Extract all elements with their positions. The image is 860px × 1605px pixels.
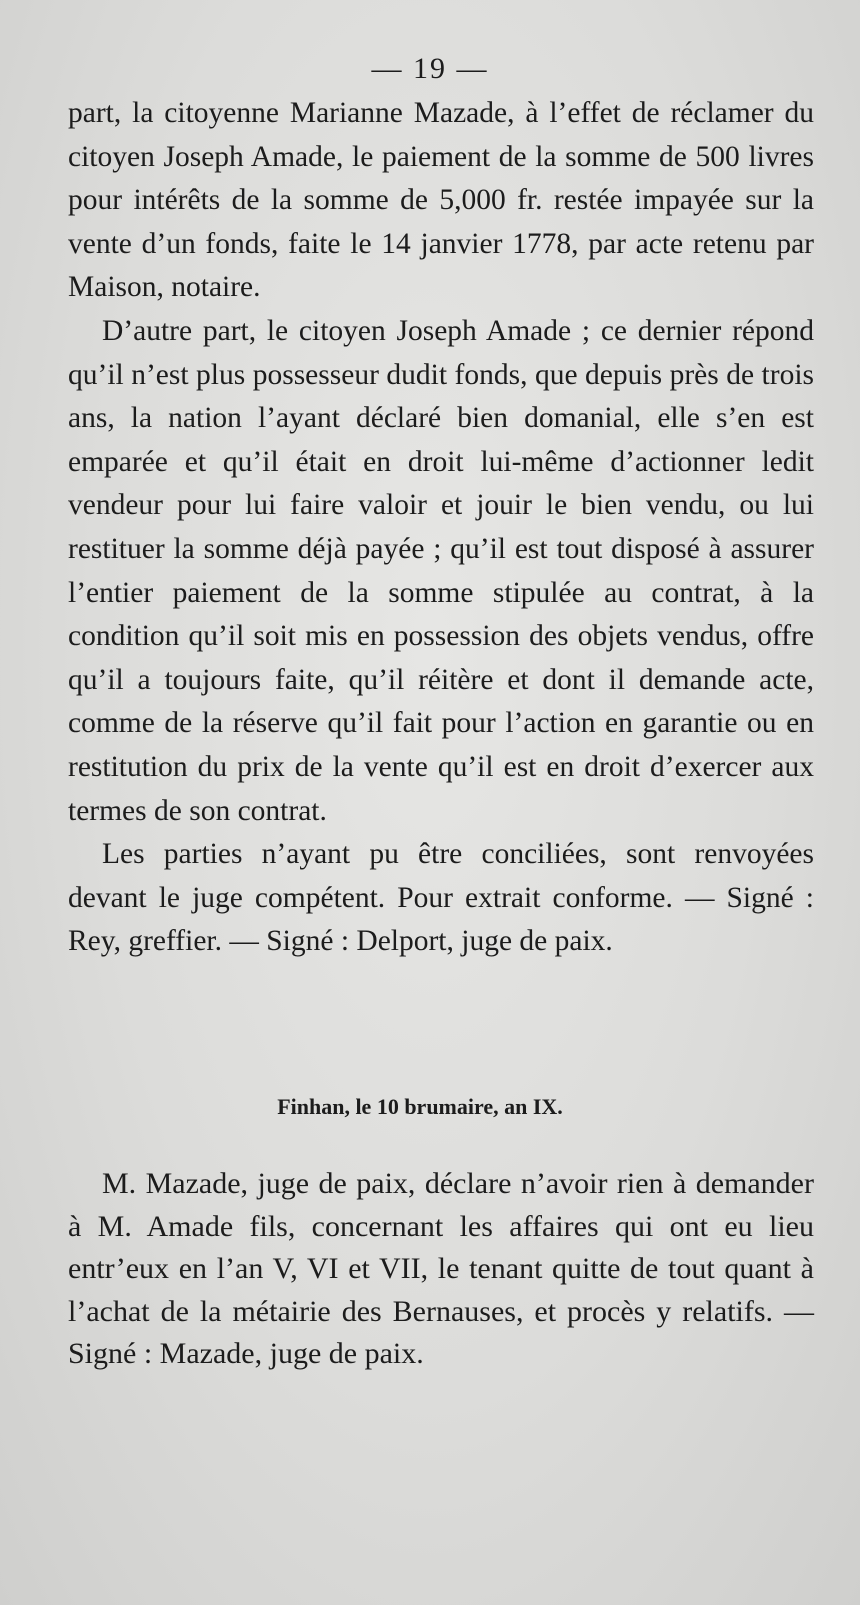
closing-text [68, 1163, 814, 1376]
paragraph-closing: M. Mazade, juge de paix, déclare n’avoir rien à demander à M. Amade fils, concernant les affaires qui ont eu lieu entr’eux en l’an V, VI et VII, le tenant quitte de tout quant à l’achat de la métairie des Bernauses, et procès y relatifs. — Signé : Mazade, juge de paix. [68, 1167, 814, 1370]
paragraph-response: D’autre part, le citoyen Joseph Amade ; ce dernier répond qu’il n’est plus possesseur dudit fonds, que depuis près de trois ans, la nation l’ayant déclaré bien domanial, elle s’en est emparée et qu’il était en droit lui-même d’actionner ledit vendeur pour lui faire valoir et jouir le bien vendu, ou lui restituer la somme déjà payée ; qu’il est tout disposé à assurer l’entier paiement de la somme stipulée au contrat, à la condition qu’il soit mis en possession des objets vendus, offre qu’il a toujours faite, qu’il réitère et dont il demande acte, comme de la réserve qu’il fait pour l’action en garantie ou en restitution du prix de la vente qu’il est en droit d’exercer aux termes de son contrat. [68, 314, 814, 827]
paragraph-claim: part, la citoyenne Marianne Mazade, à l’effet de réclamer du citoyen Joseph Amade, le paiement de la somme de 500 livres pour intérêts de la somme de 5,000 fr. restée impayée sur la vente d’un fonds, faite le 14 janvier 1778, par acte retenu par Maison, notaire. [68, 97, 814, 304]
main-text [68, 92, 814, 964]
page-number: — 19 — [371, 52, 489, 85]
dateline: Finhan, le 10 brumaire, an IX. [277, 1094, 563, 1119]
paragraph-conclusion: Les parties n’ayant pu être conciliées, sont renvoyées devant le juge compétent. Pour extrait conforme. — Signé : Rey, greffier. — Signé : Delport, juge de paix. [68, 838, 814, 958]
